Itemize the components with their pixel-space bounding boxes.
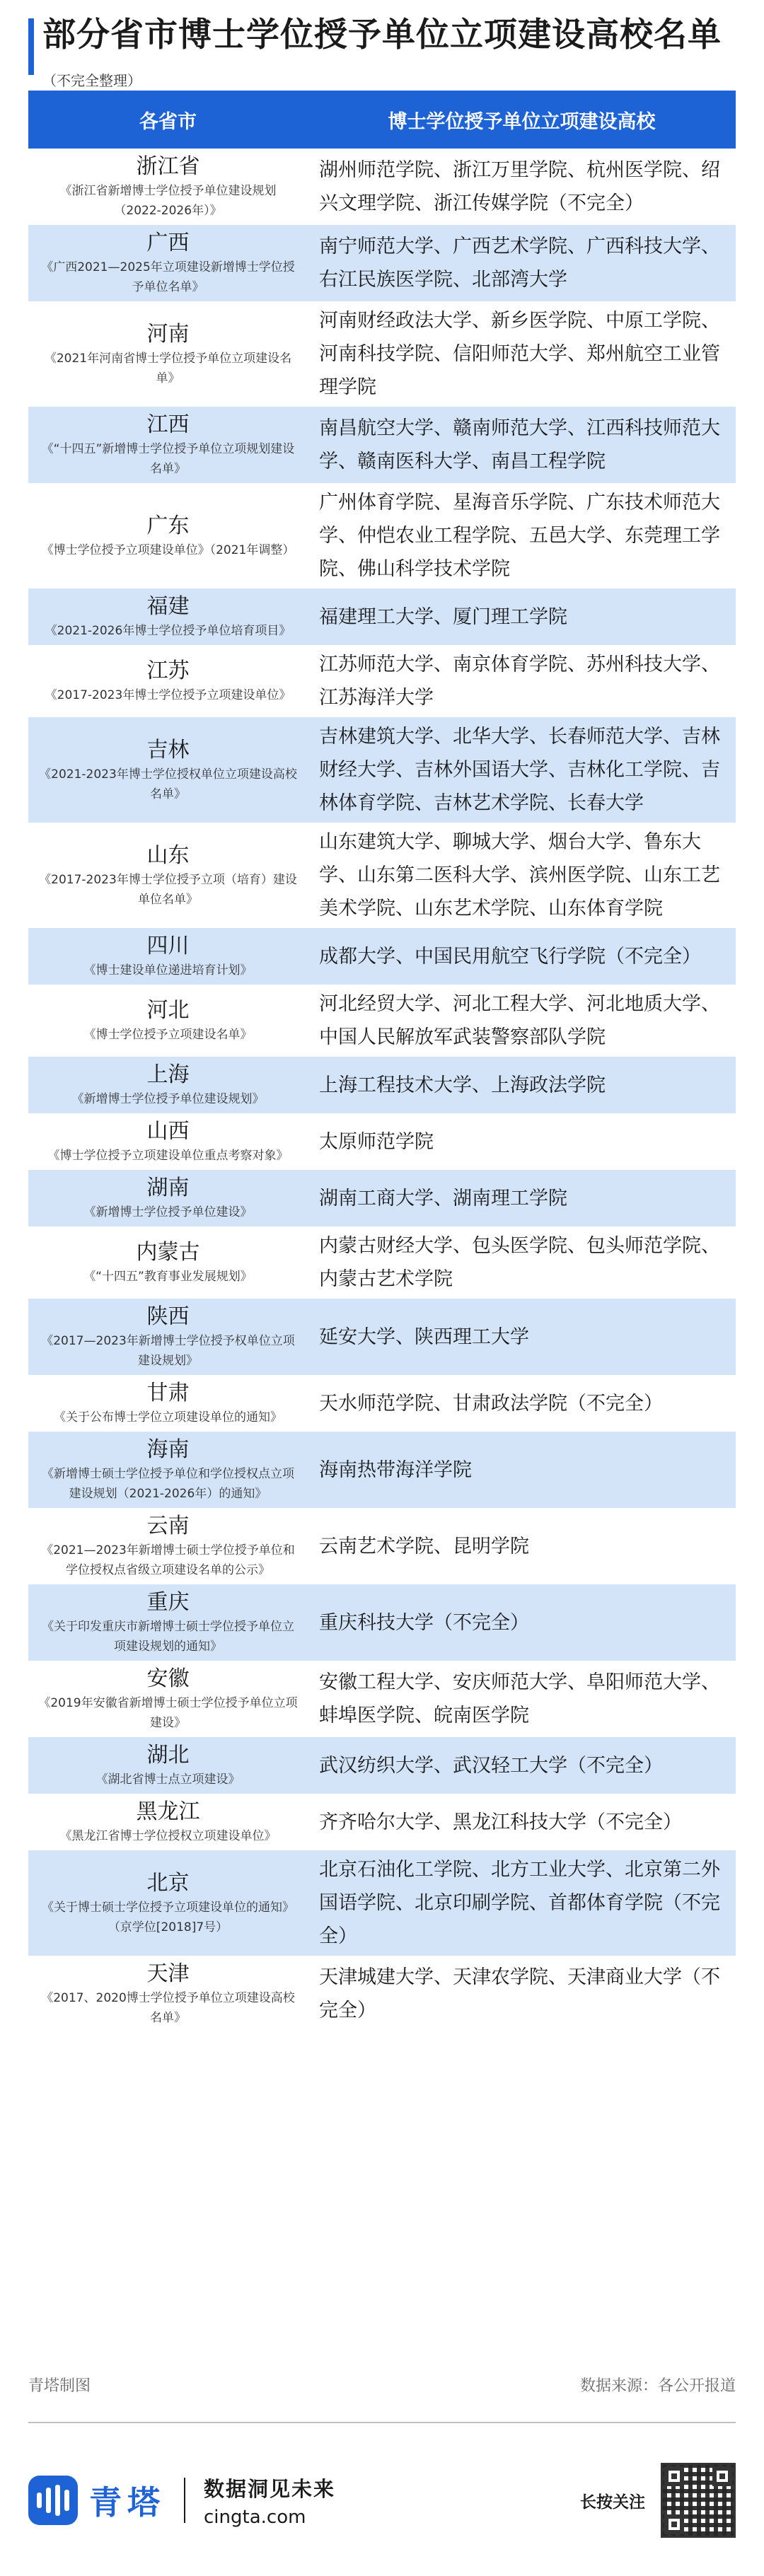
table-row <box>28 1299 736 1375</box>
table-row <box>28 1508 736 1584</box>
policy-document: 《浙江省新增博士学位授予单位建设规划（2022-2026年）》 <box>59 184 277 218</box>
schools-cell: 吉林建筑大学、北华大学、长春师范大学、吉林财经大学、吉林外国语大学、吉林化工学院、吉林体育学院、吉林艺术学院、长春大学 <box>319 726 720 814</box>
policy-document: 《关于博士硕士学位授予立项建设单位的通知》（京学位[2018]7号） <box>42 1900 294 1934</box>
policy-document: 《2017—2023年新增博士学位授予权单位立项建设规划》 <box>41 1334 295 1368</box>
schools-table <box>28 91 736 2032</box>
table-row <box>28 1170 736 1226</box>
policy-document: 《2021-2026年博士学位授予单位培育项目》 <box>45 624 291 638</box>
province-cell <box>28 1584 308 1661</box>
header <box>0 0 764 91</box>
qr-code-icon[interactable] <box>661 2463 736 2538</box>
schools-cell: 武汉纺织大学、武汉轻工大学（不完全） <box>319 1754 663 1777</box>
province-cell <box>28 928 308 985</box>
table-row <box>28 1375 736 1432</box>
schools-cell: 太原师范学院 <box>319 1130 434 1153</box>
table-row <box>28 301 736 407</box>
province-name: 河北 <box>146 998 190 1023</box>
policy-document: 《2021-2023年博士学位授权单位立项建设高校名单》 <box>39 767 297 801</box>
title-accent-bar <box>28 18 34 75</box>
policy-document: 《2017-2023年博士学位授予立项（培育）建设单位名单》 <box>39 872 297 907</box>
page-title: 部分省市博士学位授予单位立项建设高校名单 <box>42 16 722 54</box>
province-name: 北京 <box>146 1870 190 1896</box>
table-row <box>28 1113 736 1170</box>
table-row <box>28 1737 736 1794</box>
province-cell <box>28 985 308 1057</box>
table-row <box>28 928 736 985</box>
province-name: 黑龙江 <box>136 1799 200 1824</box>
province-cell <box>28 1226 308 1299</box>
schools-cell: 南宁师范大学、广西艺术学院、广西科技大学、右江民族医学院、北部湾大学 <box>319 236 720 291</box>
policy-document: 《2021年河南省博士学位授予单位立项建设名单》 <box>44 351 292 385</box>
province-name: 山西 <box>146 1119 190 1144</box>
schools-cell: 海南热带海洋学院 <box>319 1458 472 1481</box>
province-cell <box>28 1956 308 2032</box>
schools-cell: 齐齐哈尔大学、黑龙江科技大学（不完全） <box>319 1811 682 1833</box>
schools-cell: 云南艺术学院、昆明学院 <box>319 1535 529 1557</box>
brand-name: 青塔 <box>89 2483 166 2522</box>
province-cell <box>28 1299 308 1375</box>
follow-label: 长按关注 <box>580 2493 645 2512</box>
province-name: 广西 <box>146 231 190 255</box>
policy-document: 《新增博士硕士学位授予单位和学位授权点立项建设规划（2021-2026年）的通知》 <box>42 1467 294 1501</box>
policy-document: 《关于印发重庆市新增博士硕士学位授予单位立项建设规划的通知》 <box>42 1620 294 1654</box>
policy-document: 《黑龙江省博士学位授权立项建设单位》 <box>59 1829 277 1843</box>
province-name: 广东 <box>146 513 190 538</box>
schools-cell: 延安大学、陕西理工大学 <box>319 1325 529 1348</box>
province-name: 上海 <box>146 1062 190 1087</box>
province-name: 浙江省 <box>136 154 200 179</box>
schools-cell: 天水师范学院、甘肃政法学院（不完全） <box>319 1392 663 1415</box>
province-cell <box>28 1432 308 1508</box>
schools-cell: 上海工程技术大学、上海政法学院 <box>319 1074 606 1096</box>
schools-cell: 北京石油化工学院、北方工业大学、北京第二外国语学院、北京印刷学院、首都体育学院（不完全） <box>319 1859 720 1947</box>
policy-document: 《“十四五”教育事业发展规划》 <box>83 1270 253 1284</box>
policy-document: 《博士学位授予立项建设单位》（2021年调整） <box>41 543 295 557</box>
data-source-label: 数据来源：各公开报道 <box>579 2377 736 2395</box>
province-cell <box>28 717 308 823</box>
policy-document: 《新增博士学位授予单位建设规划》 <box>71 1092 265 1106</box>
province-cell <box>28 1170 308 1226</box>
policy-document: 《新增博士学位授予单位建设》 <box>83 1205 253 1219</box>
province-name: 陕西 <box>146 1304 190 1329</box>
table-row <box>28 985 736 1057</box>
province-name: 海南 <box>146 1437 190 1462</box>
province-name: 湖北 <box>146 1743 190 1768</box>
table-row <box>28 407 736 483</box>
schools-cell: 福建理工大学、厦门理工学院 <box>319 605 567 628</box>
table-body <box>28 149 736 2032</box>
province-cell <box>28 1794 308 1850</box>
cingta-logo-icon <box>28 2476 78 2525</box>
province-name: 吉林 <box>146 737 190 762</box>
table-row <box>28 1956 736 2032</box>
province-name: 河南 <box>146 321 190 347</box>
column-header-province: 各省市 <box>139 110 197 133</box>
policy-document: 《广西2021—2025年立项建设新增博士学位授予单位名单》 <box>41 260 295 294</box>
brand-bar <box>28 2461 736 2539</box>
footer-note <box>28 2374 736 2402</box>
policy-document: 《2017、2020博士学位授予单位立项建设高校名单》 <box>41 1991 295 2025</box>
province-name: 山东 <box>146 842 190 868</box>
schools-cell: 成都大学、中国民用航空飞行学院（不完全） <box>319 945 701 968</box>
policy-document: 《2021—2023年新增博士硕士学位授予单位和学位授权点省级立项建设名单的公示》 <box>41 1543 295 1577</box>
province-cell <box>28 1113 308 1170</box>
table-row <box>28 149 736 225</box>
province-cell <box>28 1661 308 1737</box>
footer-divider <box>28 2422 736 2423</box>
table-row <box>28 1432 736 1508</box>
column-header-schools: 博士学位授予单位立项建设高校 <box>388 110 656 133</box>
province-name: 内蒙古 <box>136 1240 200 1265</box>
table-row <box>28 225 736 301</box>
province-cell <box>28 1508 308 1584</box>
table-row <box>28 1794 736 1850</box>
table-row <box>28 823 736 928</box>
made-by-label: 青塔制图 <box>28 2377 91 2395</box>
province-cell <box>28 1057 308 1113</box>
brand-slogan: 数据洞见未来 <box>204 2476 336 2501</box>
province-name: 甘肃 <box>146 1381 190 1405</box>
province-name: 湖南 <box>146 1176 190 1200</box>
schools-cell: 江苏师范大学、南京体育学院、苏州科技大学、江苏海洋大学 <box>319 654 720 709</box>
province-name: 云南 <box>146 1514 190 1538</box>
table-header-row <box>28 91 736 149</box>
province-name: 福建 <box>146 594 190 619</box>
policy-document: 《2019年安徽省新增博士硕士学位授予单位立项建设》 <box>38 1696 298 1730</box>
brand-separator <box>184 2478 185 2523</box>
page-subtitle: （不完全整理） <box>42 72 141 89</box>
province-cell <box>28 1375 308 1432</box>
table-row <box>28 1584 736 1661</box>
policy-document: 《博士建设单位递进培育计划》 <box>83 963 253 977</box>
schools-cell: 河北经贸大学、河北工程大学、河北地质大学、中国人民解放军武装警察部队学院 <box>319 993 720 1048</box>
schools-cell: 内蒙古财经大学、包头医学院、包头师范学院、内蒙古艺术学院 <box>319 1235 720 1290</box>
schools-cell: 天津城建大学、天津农学院、天津商业大学（不完全） <box>319 1966 720 2021</box>
province-name: 重庆 <box>146 1590 190 1615</box>
province-name: 安徽 <box>146 1666 190 1691</box>
table-row <box>28 645 736 717</box>
table-row <box>28 717 736 823</box>
schools-cell: 河南财经政法大学、新乡医学院、中原工学院、河南科技学院、信阳师范大学、郑州航空工业管理学院 <box>319 310 720 398</box>
policy-document: 《关于公布博士学位立项建设单位的通知》 <box>54 1410 282 1425</box>
province-cell <box>28 1850 308 1956</box>
table-row <box>28 588 736 645</box>
province-cell <box>28 407 308 483</box>
province-cell <box>28 645 308 717</box>
schools-cell: 湖州师范学院、浙江万里学院、杭州医学院、绍兴文理学院、浙江传媒学院（不完全） <box>319 159 720 214</box>
province-name: 江苏 <box>146 658 190 683</box>
province-cell <box>28 588 308 645</box>
schools-cell: 安徽工程大学、安庆师范大学、阜阳师范大学、蚌埠医学院、皖南医学院 <box>319 1671 720 1727</box>
schools-cell: 湖南工商大学、湖南理工学院 <box>319 1187 567 1209</box>
brand-site: cingta.com <box>204 2506 306 2528</box>
province-cell <box>28 483 308 588</box>
policy-document: 《湖北省博士点立项建设》 <box>96 1773 241 1787</box>
province-name: 天津 <box>146 1961 190 1986</box>
table-row <box>28 483 736 588</box>
table-row <box>28 1661 736 1737</box>
schools-cell: 南昌航空大学、赣南师范大学、江西科技师范大学、赣南医科大学、南昌工程学院 <box>319 417 720 472</box>
table-row <box>28 1850 736 1956</box>
province-cell <box>28 823 308 928</box>
table-row <box>28 1226 736 1299</box>
table-row <box>28 1057 736 1113</box>
schools-cell: 重庆科技大学（不完全） <box>319 1611 529 1634</box>
province-name: 江西 <box>146 412 190 437</box>
province-cell <box>28 149 308 225</box>
schools-cell: 广州体育学院、星海音乐学院、广东技术师范大学、仲恺农业工程学院、五邑大学、东莞理工学院、佛山科学技术学院 <box>319 492 720 580</box>
policy-document: 《“十四五”新增博士学位授予单位立项规划建设名单》 <box>41 442 295 476</box>
policy-document: 《2017-2023年博士学位授予立项建设单位》 <box>45 688 291 702</box>
province-cell <box>28 1737 308 1794</box>
schools-cell: 山东建筑大学、聊城大学、烟台大学、鲁东大学、山东第二医科大学、滨州医学院、山东工艺美术学院、山东艺术学院、山东体育学院 <box>319 831 720 919</box>
province-cell <box>28 225 308 301</box>
slogan-block <box>204 2473 335 2528</box>
policy-document: 《博士学位授予立项建设名单》 <box>83 1028 253 1042</box>
policy-document: 《博士学位授予立项建设单位重点考察对象》 <box>47 1149 289 1163</box>
province-cell <box>28 301 308 407</box>
province-name: 四川 <box>146 934 190 958</box>
